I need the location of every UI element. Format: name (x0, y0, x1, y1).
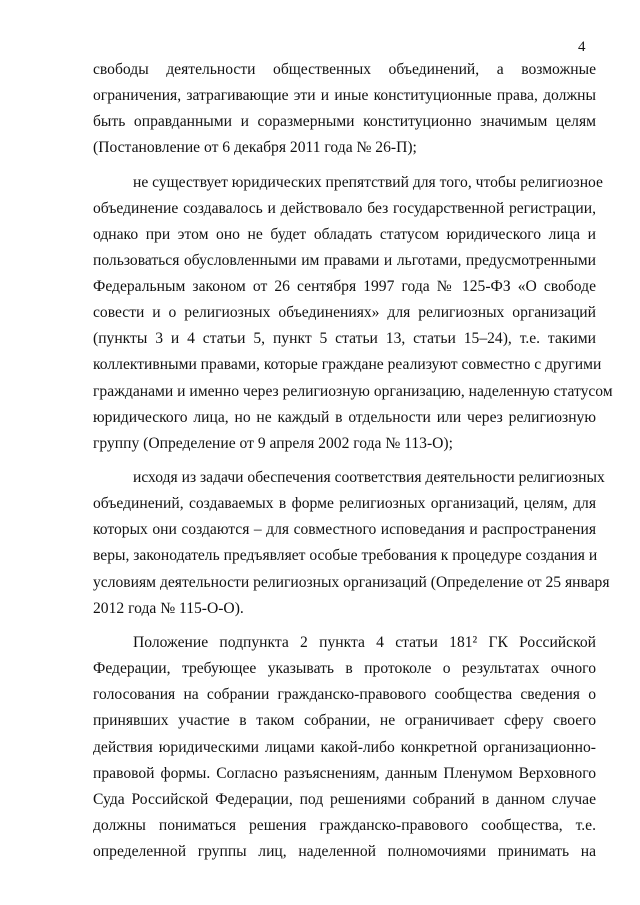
text-line: принявших участие в таком собрании, не ограничивает сферу своего (93, 712, 596, 730)
text-line: Положение подпункта 2 пункта 4 статьи 181² ГК Российской (133, 634, 596, 652)
text-line: действия юридическими лицами какой-либо конкретной организационно- (93, 738, 596, 756)
document-body (93, 57, 613, 865)
text-line: юридического лица, но не каждый в отдельности или через религиозную (93, 408, 596, 426)
paragraph (93, 57, 596, 161)
text-line: совести и о религиозных объединениях» для религиозных организаций (93, 304, 596, 322)
text-line: веры, законодатель предъявляет особые требования к процедуре создания и (93, 547, 598, 565)
text-line: пользоваться обусловленными им правами и льготами, предусмотренными (93, 252, 596, 270)
text-line: должны пониматься решения гражданско-правового сообщества, т.е. (93, 816, 596, 834)
text-line: исходя из задачи обеспечения соответствия деятельности религиозных (133, 469, 605, 487)
text-line: Федерации, требующее указывать в протоколе о результатах очного (93, 660, 596, 678)
text-line: ограничения, затрагивающие эти и иные конституционные права, должны (93, 87, 596, 105)
text-line: объединений, создаваемых в форме религиозных организаций, целям, для (93, 495, 596, 513)
text-line: определенной группы лиц, наделенной полномочиями принимать на (93, 842, 596, 860)
text-line: (пункты 3 и 4 статьи 5, пункт 5 статьи 13, статьи 15–24), т.е. такими (93, 330, 596, 348)
text-line: Суда Российской Федерации, под решениями собраний в данном случае (93, 790, 596, 808)
text-line: коллективными правами, которые граждане реализуют совместно с другими (93, 356, 602, 374)
text-line: быть оправданными и соразмерными конституционно значимым целям (93, 113, 596, 131)
paragraph (93, 465, 610, 622)
text-line: однако при этом оно не будет обладать статусом юридического лица и (93, 225, 596, 243)
paragraph (93, 630, 596, 865)
text-line: объединение создавалось и действовало без государственной регистрации, (93, 199, 596, 217)
page-number: 4 (578, 39, 586, 55)
text-line: правовой формы. Согласно разъяснениям, данным Пленумом Верховного (93, 764, 596, 782)
text-line: условиям деятельности религиозных организаций (Определение от 25 января (93, 573, 610, 591)
text-line: свободы деятельности общественных объединений, а возможные (93, 61, 596, 78)
text-line: не существует юридических препятствий для того, чтобы религиозное (133, 173, 603, 191)
text-line: (Постановление от 6 декабря 2011 года № 26-П); (93, 139, 417, 157)
text-line: Федеральным законом от 26 сентября 1997 года № 125-ФЗ «О свободе (93, 278, 596, 296)
text-line: 2012 года № 115-О-О). (93, 599, 244, 617)
text-line: группу (Определение от 9 апреля 2002 года № 113-О); (93, 434, 453, 452)
text-line: которых они создаются – для совместного исповедания и распространения (93, 521, 596, 539)
text-line: гражданами и именно через религиозную организацию, наделенную статусом (93, 382, 613, 400)
text-line: голосования на собрании гражданско-правового сообщества сведения о (93, 686, 596, 704)
paragraph (93, 170, 613, 457)
